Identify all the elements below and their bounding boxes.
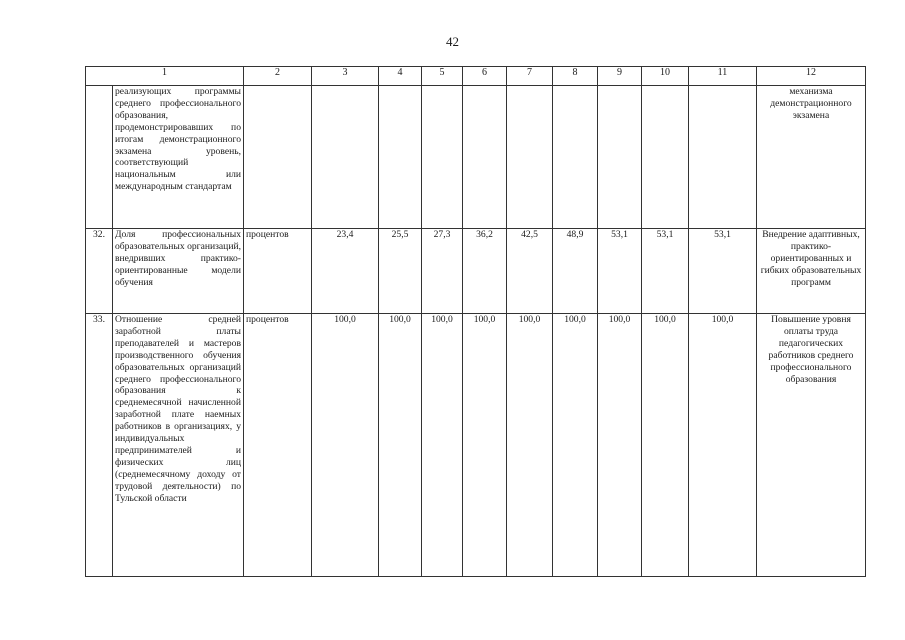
- value-cell: 53,1: [598, 229, 642, 314]
- column-header: 4: [379, 67, 422, 86]
- value-cell: [598, 86, 642, 229]
- unit-of-measure: [244, 86, 312, 229]
- indicator-name: Доля профессиональных образовательных организаций, внедривших практико-ориентированные модели обучения: [113, 229, 244, 314]
- measure-note: Внедрение адаптивных, практико-ориентированных и гибких образовательных программ: [757, 229, 866, 314]
- value-cell: 100,0: [642, 314, 689, 577]
- measure-note: Повышение уровня оплаты труда педагогических работников среднего профессионального образования: [757, 314, 866, 577]
- row-number: 33.: [86, 314, 113, 577]
- table-row: [86, 229, 866, 314]
- indicator-name: Отношение средней заработной платы преподавателей и мастеров производственного обучения образовательных организаций среднего профессионального образования к среднемесячной начисленной заработной плате наемных работников в организациях, у индивидуальных предпринимателей и физических лиц (среднемесячному доходу от трудовой деятельности) по Тульской области: [113, 314, 244, 577]
- value-cell: 100,0: [507, 314, 553, 577]
- page-number: 42: [446, 34, 459, 49]
- column-header: 1: [86, 67, 244, 86]
- value-cell: 100,0: [553, 314, 598, 577]
- column-header: 10: [642, 67, 689, 86]
- value-cell: [312, 86, 379, 229]
- column-header: 7: [507, 67, 553, 86]
- column-header: 2: [244, 67, 312, 86]
- indicators-table: [85, 66, 866, 577]
- table-row: [86, 314, 866, 577]
- value-cell: 100,0: [312, 314, 379, 577]
- table-header-row: [86, 67, 866, 86]
- value-cell: [463, 86, 507, 229]
- value-cell: [379, 86, 422, 229]
- table-row: [86, 86, 866, 229]
- measure-note: механизма демонстрационного экзамена: [757, 86, 866, 229]
- unit-of-measure: процентов: [244, 314, 312, 577]
- value-cell: 27,3: [422, 229, 463, 314]
- column-header: 12: [757, 67, 866, 86]
- column-header: 8: [553, 67, 598, 86]
- value-cell: 25,5: [379, 229, 422, 314]
- value-cell: 100,0: [422, 314, 463, 577]
- value-cell: 36,2: [463, 229, 507, 314]
- value-cell: 100,0: [463, 314, 507, 577]
- value-cell: 42,5: [507, 229, 553, 314]
- value-cell: [642, 86, 689, 229]
- value-cell: 53,1: [689, 229, 757, 314]
- column-header: 5: [422, 67, 463, 86]
- column-header: 9: [598, 67, 642, 86]
- value-cell: 100,0: [598, 314, 642, 577]
- column-header: 6: [463, 67, 507, 86]
- row-number: [86, 86, 113, 229]
- indicator-name: реализующих программы среднего профессионального образования, продемонстрировавших по итогам демонстрационного экзамена уровень, соответствующий национальным или международным стандартам: [113, 86, 244, 229]
- value-cell: [553, 86, 598, 229]
- value-cell: [422, 86, 463, 229]
- column-header: 11: [689, 67, 757, 86]
- value-cell: 53,1: [642, 229, 689, 314]
- value-cell: 100,0: [689, 314, 757, 577]
- column-header: 3: [312, 67, 379, 86]
- value-cell: 100,0: [379, 314, 422, 577]
- value-cell: 48,9: [553, 229, 598, 314]
- value-cell: [507, 86, 553, 229]
- value-cell: [689, 86, 757, 229]
- value-cell: 23,4: [312, 229, 379, 314]
- row-number: 32.: [86, 229, 113, 314]
- unit-of-measure: процентов: [244, 229, 312, 314]
